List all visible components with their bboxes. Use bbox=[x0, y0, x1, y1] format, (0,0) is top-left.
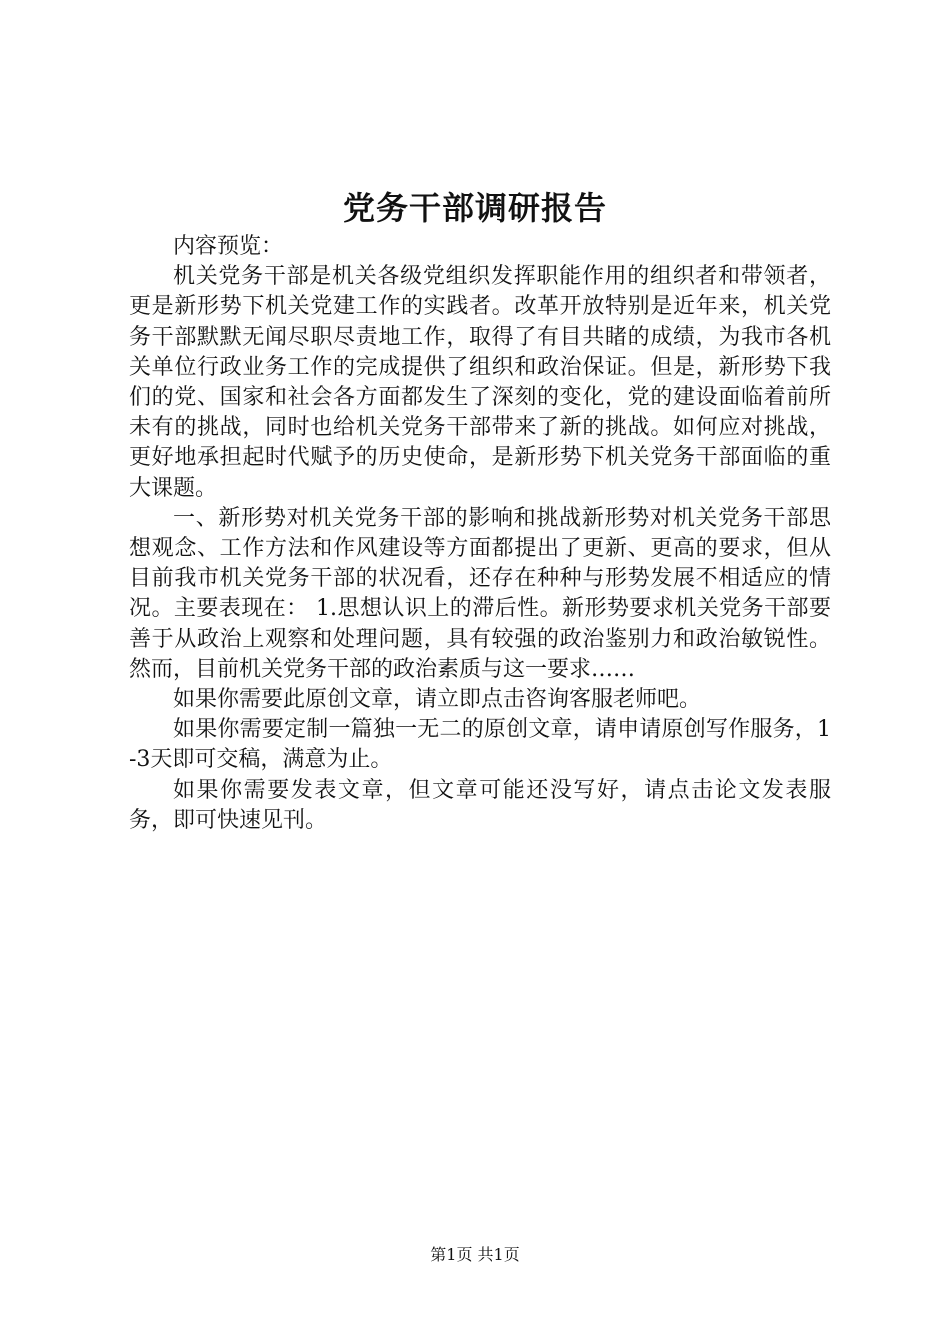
paragraph-publish: 如果你需要发表文章，但文章可能还没写好，请点击论文发表服务，即可快速见刊。 bbox=[129, 777, 831, 833]
page-footer: 第1页 共1页 bbox=[430, 1245, 520, 1264]
paragraph-section-one: 一、新形势对机关党务干部的影响和挑战新形势对机关党务干部思想观念、工作方法和作风建设等方面都提出了更新、更高的要求，但从目前我市机关党务干部的状况看，还存在种种与形势发展不相适应的情况。主要表现在： 1.思想认识上的滞后性。新形势要求机关党务干部要善于从政治上观察和处理问题，具有较强的政治鉴别力和政治敏锐性。然而，目前机关党务干部的政治素质与这一要求…… bbox=[129, 505, 831, 682]
paragraph-consult: 如果你需要此原创文章，请立即点击咨询客服老师吧。 bbox=[173, 687, 702, 713]
document-title: 党务干部调研报告 bbox=[342, 189, 607, 227]
paragraph-custom-writing: 如果你需要定制一篇独一无二的原创文章，请申请原创写作服务，1-3天即可交稿，满意为止。 bbox=[129, 717, 831, 773]
paragraph-intro: 机关党务干部是机关各级党组织发挥职能作用的组织者和带领者，更是新形势下机关党建工作的实践者。改革开放特别是近年来，机关党务干部默默无闻尽职尽责地工作，取得了有目共睹的成绩，为我市各机关单位行政业务工作的完成提供了组织和政治保证。但是，新形势下我们的党、国家和社会各方面都发生了深刻的变化，党的建设面临着前所未有的挑战，同时也给机关党务干部带来了新的挑战。如何应对挑战，更好地承担起时代赋予的历史使命，是新形势下机关党务干部面临的重大课题。 bbox=[129, 264, 831, 501]
preview-label: 内容预览： bbox=[173, 234, 284, 259]
document-body bbox=[129, 232, 831, 836]
